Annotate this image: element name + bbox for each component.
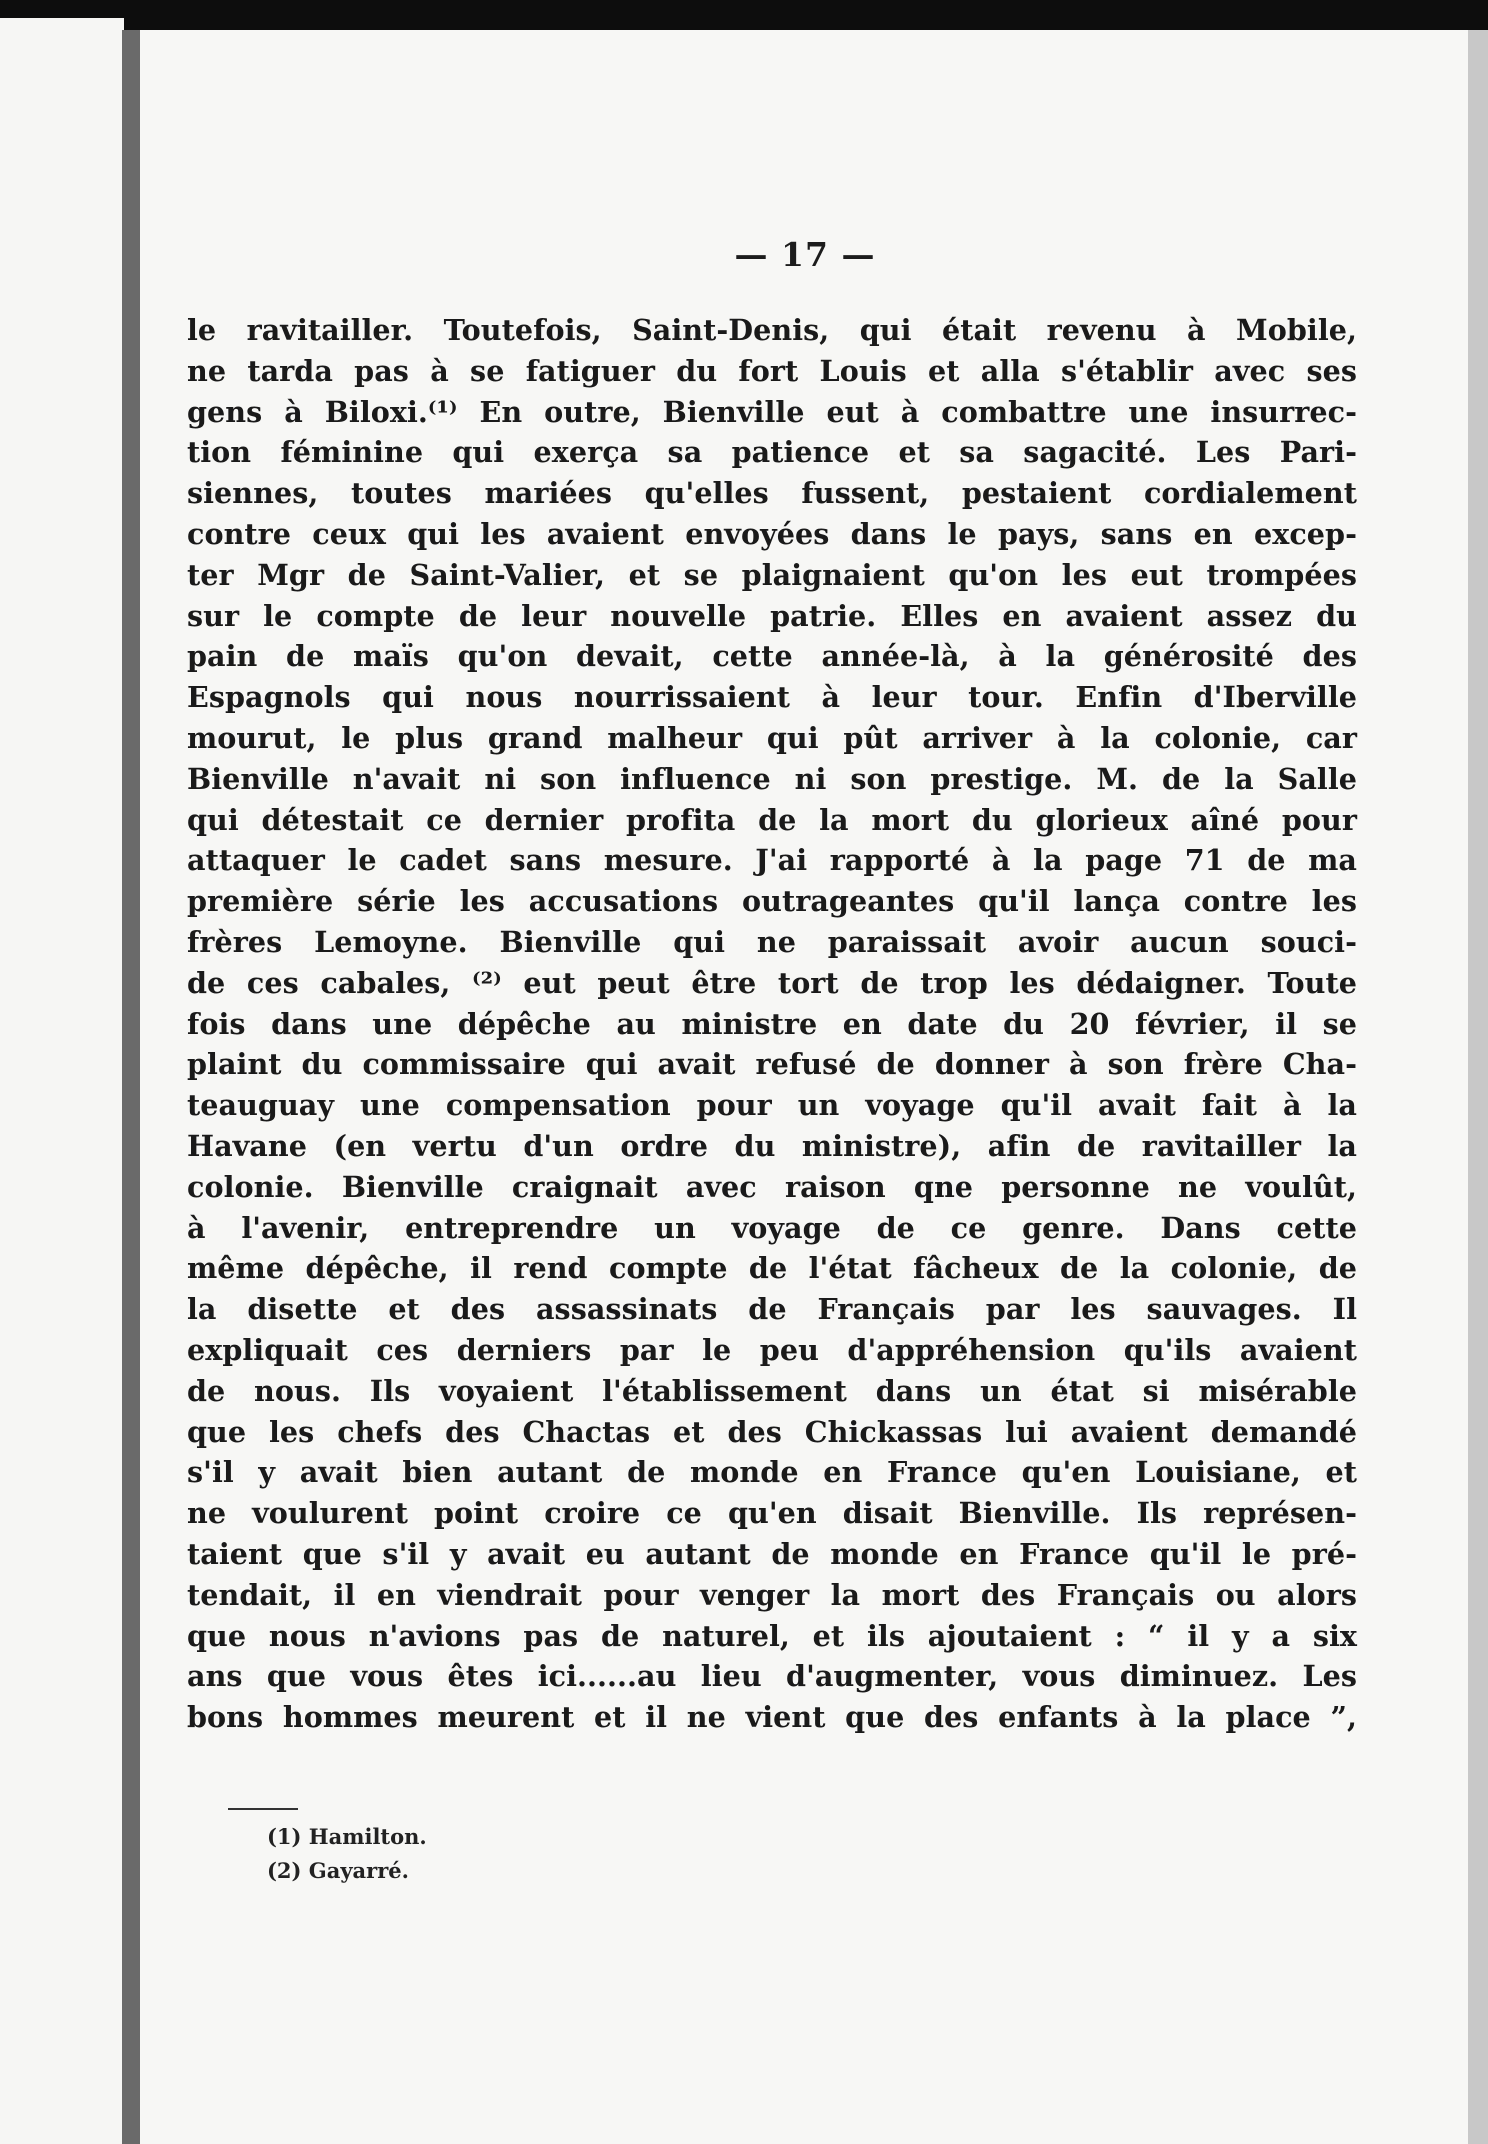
- body-line: tion féminine qui exerça sa patience et sa sagacité. Les Pari-: [187, 435, 1357, 470]
- body-line: que les chefs des Chactas et des Chickassas lui avaient demandé: [187, 1414, 1357, 1449]
- body-line: s'il y avait bien autant de monde en France qu'en Louisiane, et: [187, 1455, 1357, 1490]
- footnote-2: (2) Gayarré.: [267, 1858, 409, 1883]
- body-line: pain de maïs qu'on devait, cette année-là, à la générosité des: [187, 639, 1357, 674]
- body-line: de ces cabales, ⁽²⁾ eut peut être tort de trop les dédaigner. Toute: [187, 965, 1357, 1000]
- scan-margin-left: [0, 18, 124, 2144]
- body-line: Havane (en vertu d'un ordre du ministre), afin de ravitailler la: [187, 1128, 1357, 1163]
- body-line: taient que s'il y avait eu autant de monde en France qu'il le pré-: [187, 1536, 1357, 1571]
- body-line: frères Lemoyne. Bienville qui ne paraissait avoir aucun souci-: [187, 924, 1357, 959]
- page-number: — 17 —: [734, 235, 876, 274]
- body-line: plaint du commissaire qui avait refusé de donner à son frère Cha-: [187, 1047, 1357, 1082]
- book-spine-shadow: [122, 30, 142, 2144]
- body-line: Espagnols qui nous nourrissaient à leur tour. Enfin d'Iberville: [187, 680, 1357, 715]
- body-line: même dépêche, il rend compte de l'état fâcheux de la colonie, de: [187, 1251, 1357, 1286]
- body-line: à l'avenir, entreprendre un voyage de ce genre. Dans cette: [187, 1210, 1357, 1245]
- body-line: colonie. Bienville craignait avec raison qne personne ne voulût,: [187, 1169, 1357, 1204]
- body-line: ter Mgr de Saint-Valier, et se plaignaient qu'on les eut trompées: [187, 557, 1357, 592]
- body-line: siennes, toutes mariées qu'elles fussent, pestaient cordialement: [187, 476, 1357, 511]
- footnote-rule: [228, 1808, 298, 1810]
- body-text: [187, 310, 1357, 1738]
- footnotes: [267, 1820, 427, 1888]
- body-line: fois dans une dépêche au ministre en date du 20 février, il se: [187, 1006, 1357, 1041]
- body-line: première série les accusations outrageantes qu'il lança contre les: [187, 884, 1357, 919]
- body-line: ne tarda pas à se fatiguer du fort Louis et alla s'établir avec ses: [187, 353, 1357, 388]
- body-line: expliquait ces derniers par le peu d'appréhension qu'ils avaient: [187, 1332, 1357, 1367]
- page-right-edge: [1468, 30, 1488, 2144]
- body-line: que nous n'avions pas de naturel, et ils ajoutaient : “ il y a six: [187, 1618, 1357, 1653]
- body-line: le ravitailler. Toutefois, Saint-Denis, qui était revenu à Mobile,: [187, 313, 1357, 347]
- body-line: Bienville n'avait ni son influence ni son prestige. M. de la Salle: [187, 761, 1357, 796]
- footnote-1: (1) Hamilton.: [267, 1824, 427, 1849]
- body-line: contre ceux qui les avaient envoyées dans le pays, sans en excep-: [187, 516, 1357, 551]
- body-line: mourut, le plus grand malheur qui pût arriver à la colonie, car: [187, 720, 1357, 755]
- book-page: [140, 30, 1470, 2144]
- body-line: teauguay une compensation pour un voyage qu'il avait fait à la: [187, 1088, 1357, 1123]
- body-line: la disette et des assassinats de Français par les sauvages. Il: [187, 1292, 1357, 1327]
- body-line: attaquer le cadet sans mesure. J'ai rapporté à la page 71 de ma: [187, 843, 1357, 878]
- body-line: gens à Biloxi.⁽¹⁾ En outre, Bienville eut à combattre une insurrec-: [187, 394, 1357, 429]
- body-line: tendait, il en viendrait pour venger la mort des Français ou alors: [187, 1577, 1357, 1612]
- body-line: de nous. Ils voyaient l'établissement dans un état si misérable: [187, 1373, 1357, 1408]
- body-line: sur le compte de leur nouvelle patrie. Elles en avaient assez du: [187, 598, 1357, 633]
- body-line: ne voulurent point croire ce qu'en disait Bienville. Ils représen-: [187, 1496, 1357, 1531]
- body-line: bons hommes meurent et il ne vient que des enfants à la place ”,: [187, 1700, 1357, 1735]
- body-line: qui détestait ce dernier profita de la mort du glorieux aîné pour: [187, 802, 1357, 837]
- body-line: ans que vous êtes ici......au lieu d'augmenter, vous diminuez. Les: [187, 1659, 1357, 1694]
